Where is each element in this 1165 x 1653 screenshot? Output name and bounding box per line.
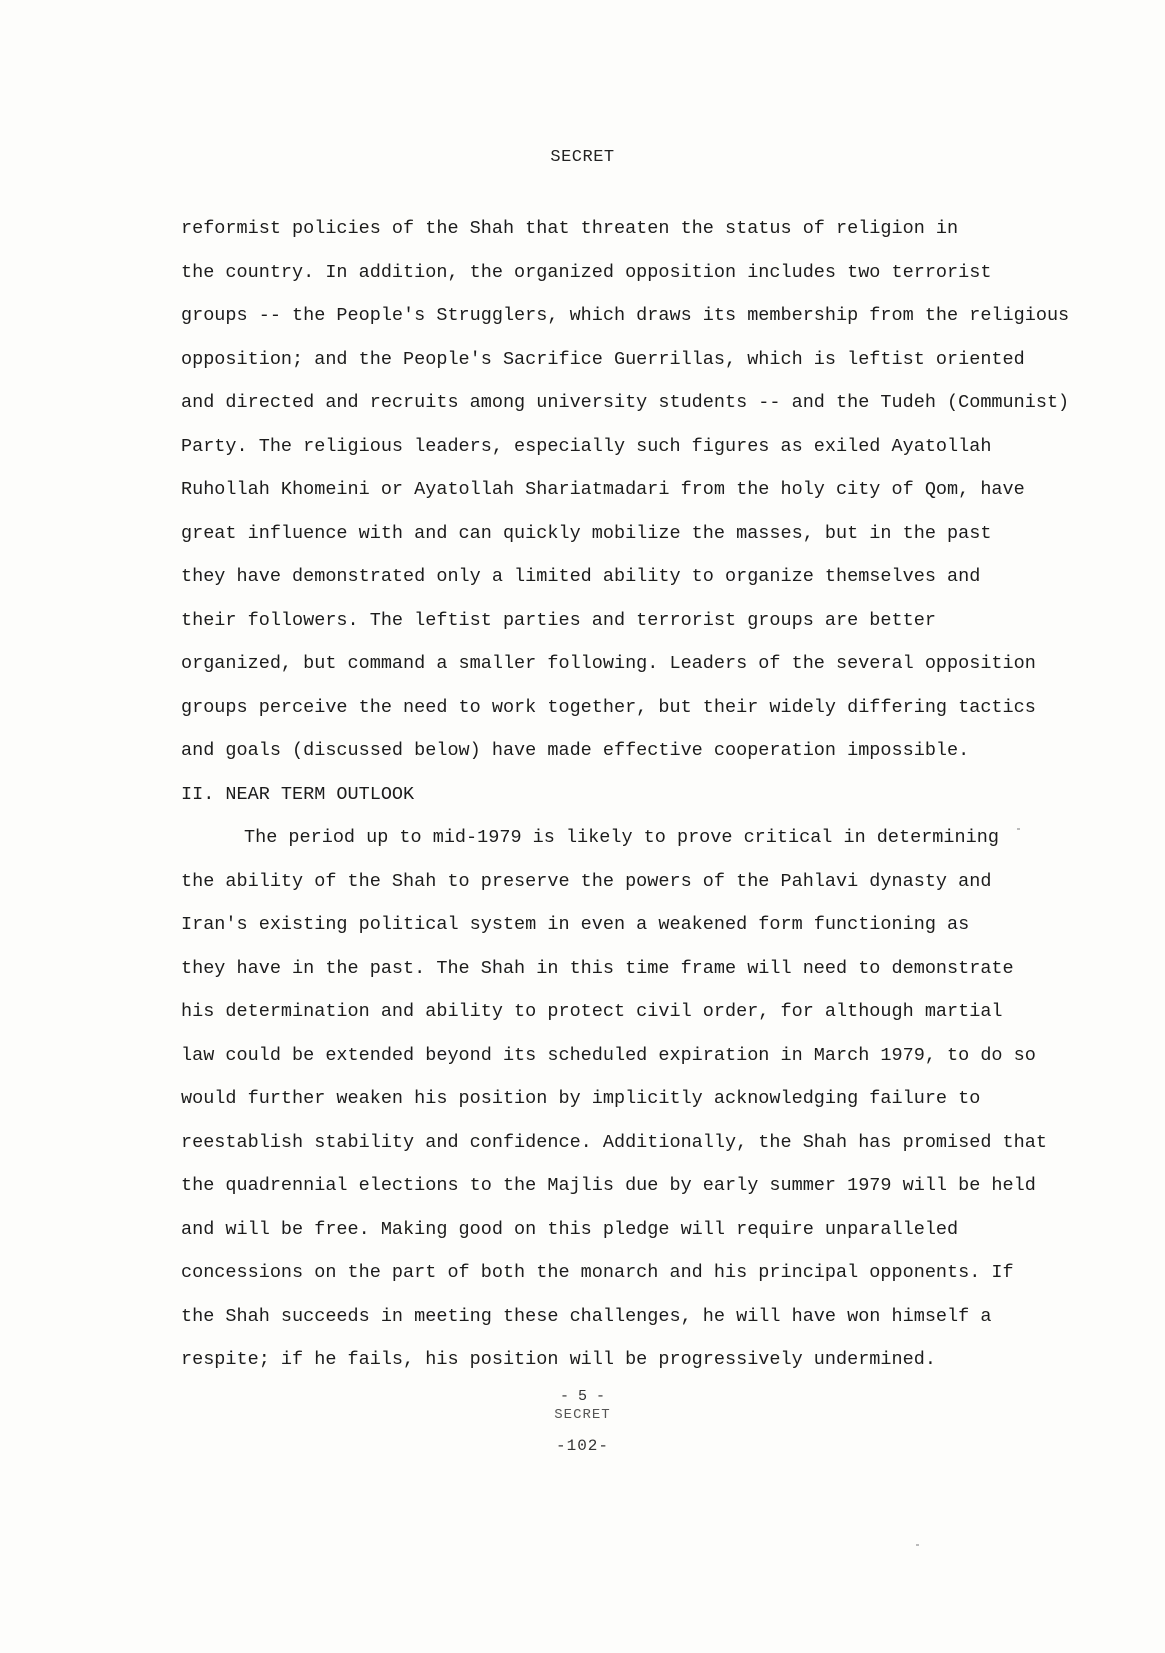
- text-line: great influence with and can quickly mobilize the masses, but in the past: [181, 522, 992, 544]
- classification-header: SECRET: [550, 148, 615, 167]
- text-line: respite; if he fails, his position will be progressively undermined.: [181, 1349, 936, 1370]
- text-line: Party. The religious leaders, especially such figures as exiled Ayatollah: [181, 435, 992, 457]
- section-heading: II. NEAR TERM OUTLOOK: [181, 783, 415, 805]
- text-line: and will be free. Making good on this pledge will require unparalleled: [181, 1218, 959, 1240]
- scan-speck: [1017, 828, 1020, 830]
- text-line: The period up to mid-1979 is likely to prove critical in determining: [244, 827, 999, 848]
- text-line: opposition; and the People's Sacrifice Guerrillas, which is leftist oriented: [181, 348, 1025, 370]
- text-line: groups -- the People's Strugglers, which draws its membership from the religious: [181, 305, 1070, 326]
- text-line: the ability of the Shah to preserve the powers of the Pahlavi dynasty and: [181, 870, 992, 892]
- text-line: and directed and recruits among university students -- and the Tudeh (Communist): [181, 392, 1070, 413]
- text-line: organized, but command a smaller following. Leaders of the several opposition: [181, 653, 1036, 674]
- text-line: the country. In addition, the organized opposition includes two terrorist: [181, 261, 992, 283]
- body-text: [181, 207, 1070, 1382]
- text-line: reformist policies of the Shah that threaten the status of religion in: [181, 218, 959, 239]
- scan-speck: [916, 1544, 919, 1546]
- classification-footer: SECRET: [554, 1407, 611, 1423]
- text-line: Ruhollah Khomeini or Ayatollah Shariatmadari from the holy city of Qom, have: [181, 479, 1025, 500]
- text-line: law could be extended beyond its scheduled expiration in March 1979, to do so: [181, 1044, 1036, 1066]
- text-line: his determination and ability to protect civil order, for although martial: [181, 1001, 1003, 1022]
- text-line: groups perceive the need to work together, but their widely differing tactics: [181, 696, 1036, 718]
- text-line: Iran's existing political system in even a weakened form functioning as: [181, 914, 970, 935]
- text-line: they have in the past. The Shah in this time frame will need to demonstrate: [181, 957, 1014, 979]
- text-line: and goals (discussed below) have made effective cooperation impossible.: [181, 740, 970, 761]
- text-line: the quadrennial elections to the Majlis due by early summer 1979 will be held: [181, 1175, 1036, 1196]
- text-line: reestablish stability and confidence. Additionally, the Shah has promised that: [181, 1131, 1047, 1153]
- text-line: their followers. The leftist parties and terrorist groups are better: [181, 609, 936, 631]
- text-line: would further weaken his position by implicitly acknowledging failure to: [181, 1088, 981, 1109]
- text-line: the Shah succeeds in meeting these challenges, he will have won himself a: [181, 1305, 992, 1327]
- document-number: -102-: [555, 1437, 609, 1455]
- text-line: they have demonstrated only a limited ability to organize themselves and: [181, 566, 981, 587]
- page-number: - 5 -: [559, 1388, 605, 1405]
- text-line: concessions on the part of both the monarch and his principal opponents. If: [181, 1262, 1014, 1283]
